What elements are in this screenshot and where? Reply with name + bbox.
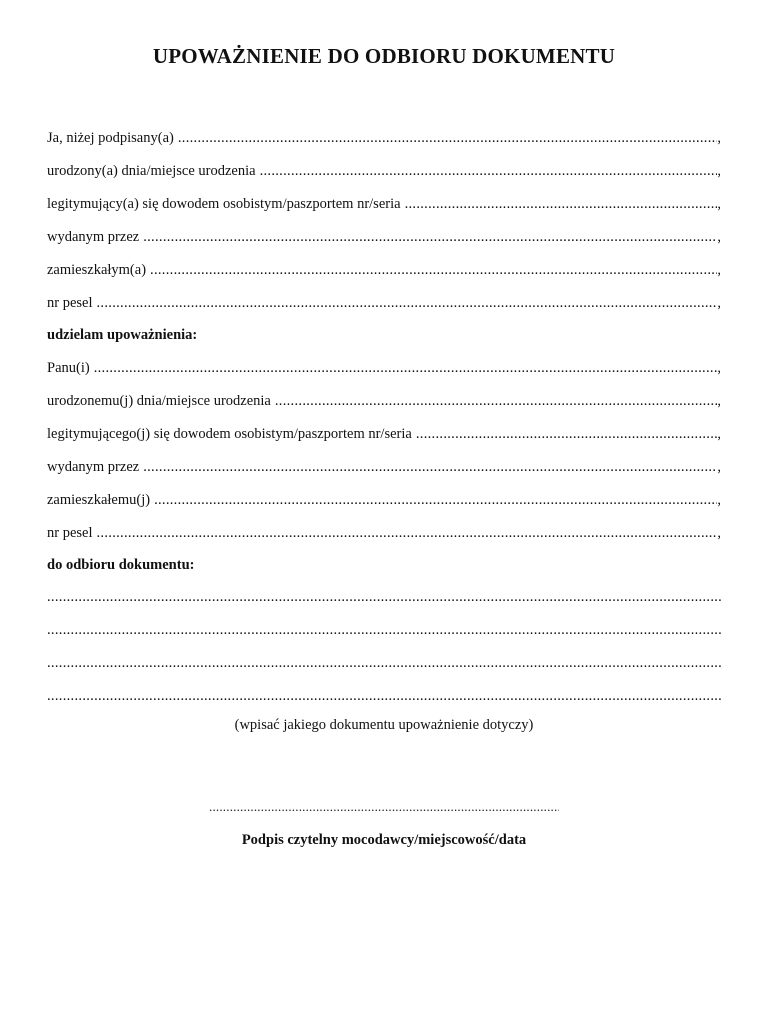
- field-label: urodzony(a) dnia/miejsce urodzenia: [47, 163, 256, 179]
- document-note: (wpisać jakiego dokumentu upoważnienie dotyczy): [234, 717, 534, 733]
- grant-heading: udzielam upoważnienia:: [47, 327, 198, 343]
- document-description-line[interactable]: [47, 652, 721, 674]
- field-label: legitymującego(j) się dowodem osobistym/paszportem nr/seria: [47, 426, 412, 442]
- fill-line: [178, 127, 718, 149]
- grantee-issued-by-field[interactable]: wydanym przez ..... ,: [47, 456, 721, 478]
- fill-line: [143, 226, 717, 248]
- grantee-pesel-field[interactable]: nr pesel ..... ,: [47, 522, 721, 544]
- fill-line: [143, 456, 717, 478]
- fill-line: [97, 522, 718, 544]
- field-label: Panu(i): [47, 360, 90, 376]
- field-label: nr pesel: [47, 295, 93, 311]
- field-label: zamieszkałym(a): [47, 262, 147, 278]
- document-title: UPOWAŻNIENIE DO ODBIORU DOKUMENTU: [152, 44, 616, 68]
- grantor-issued-by-field[interactable]: wydanym przez ..... ,: [47, 226, 721, 248]
- fill-line: [97, 292, 718, 314]
- field-label: nr pesel: [47, 525, 93, 541]
- field-label: zamieszkałemu(j): [47, 492, 151, 508]
- fill-line: [405, 193, 718, 215]
- document-heading: do odbioru dokumentu:: [47, 557, 195, 573]
- grantor-name-field[interactable]: Ja, niżej podpisany(a) ..... ,: [47, 127, 721, 149]
- field-label: urodzonemu(j) dnia/miejsce urodzenia: [47, 393, 271, 409]
- field-label: wydanym przez: [47, 459, 140, 475]
- grantee-id-field[interactable]: legitymującego(j) się dowodem osobistym/paszportem nr/seria ..... ,: [47, 423, 721, 445]
- fill-line: [416, 423, 718, 445]
- fill-line: [154, 489, 717, 511]
- grantor-pesel-field[interactable]: nr pesel ..... ,: [47, 292, 721, 314]
- grantee-birth-field[interactable]: urodzonemu(j) dnia/miejsce urodzenia ..... ,: [47, 390, 721, 412]
- grantee-name-field[interactable]: Panu(i) ..... ,: [47, 357, 721, 379]
- grantor-address-field[interactable]: zamieszkałym(a) ..... ,: [47, 259, 721, 281]
- field-label: legitymujący(a) się dowodem osobistym/paszportem nr/seria: [47, 196, 401, 212]
- signature-caption: Podpis czytelny mocodawcy/miejscowość/data: [241, 832, 527, 848]
- fill-line: [275, 390, 718, 412]
- grantor-birth-field[interactable]: urodzony(a) dnia/miejsce urodzenia ..... ,: [47, 160, 721, 182]
- grantor-id-field[interactable]: legitymujący(a) się dowodem osobistym/paszportem nr/seria ..... ,: [47, 193, 721, 215]
- fill-line: [94, 357, 718, 379]
- fill-line: [150, 259, 717, 281]
- field-label: wydanym przez: [47, 229, 140, 245]
- fill-line: [260, 160, 718, 182]
- field-label: Ja, niżej podpisany(a): [47, 130, 174, 146]
- document-description-line[interactable]: [47, 586, 721, 608]
- signature-line[interactable]: [209, 796, 559, 818]
- document-description-line[interactable]: [47, 685, 721, 707]
- document-description-line[interactable]: [47, 619, 721, 641]
- grantee-address-field[interactable]: zamieszkałemu(j) ..... ,: [47, 489, 721, 511]
